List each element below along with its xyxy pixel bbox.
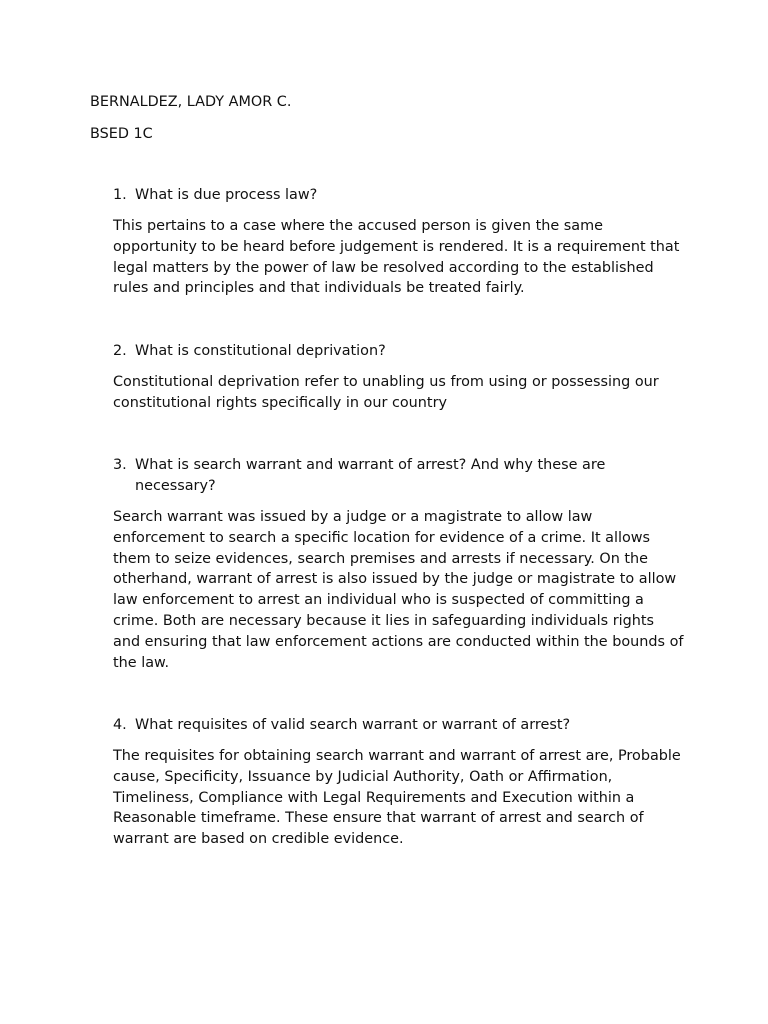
answer-text: Search warrant was issued by a judge or a magistrate to allow law enforcement to search a specific location for evidence of a crime. It allows them to seize evidences, search premises and arrests if necessary. On the otherhand, warrant of arrest is also issued by the judge or magistrate to allow law enforcement to arrest an individual who is suspected of committing a crime. Both are necessary because it lies in safeguarding individuals rights and ensuring that law enforcement actions are conducted within the bounds of the law.	[113, 509, 684, 671]
question	[113, 341, 693, 362]
answer-text: This pertains to a case where the accused person is given the same opportunity to be heard before judgement is rendered. It is a requirement that legal matters by the power of law be resolved according to the established rules and principles and that individuals be treated fairly.	[113, 218, 680, 297]
question-text: What is constitutional deprivation?	[135, 343, 386, 359]
question	[113, 185, 693, 206]
answer-text: Constitutional deprivation refer to unabling us from using or possessing our constitutional rights specifically in our country	[113, 374, 659, 411]
question-text: What is search warrant and warrant of arrest? And why these are necessary?	[135, 457, 606, 494]
question-number: 2.	[113, 343, 127, 359]
qa-item-1	[113, 185, 693, 299]
answer-text: The requisites for obtaining search warrant and warrant of arrest are, Probable cause, Specificity, Issuance by Judicial Authority, Oath or Affirmation, Timeliness, Compliance with Legal Requirements and Execution within a Reasonable timeframe. These ensure that warrant of arrest and search of warrant are based on credible evidence.	[113, 748, 681, 848]
question-text: What is due process law?	[135, 187, 318, 203]
qa-item-4	[113, 715, 693, 850]
question	[113, 715, 693, 736]
qa-item-3	[113, 455, 693, 673]
student-name: BERNALDEZ, LADY AMOR C.	[90, 94, 292, 110]
question-number: 3.	[113, 457, 127, 473]
question-number: 4.	[113, 717, 127, 733]
question-number: 1.	[113, 187, 127, 203]
qa-item-2	[113, 341, 693, 414]
student-section: BSED 1C	[90, 126, 153, 142]
question-text: What requisites of valid search warrant or warrant of arrest?	[135, 717, 571, 733]
question	[113, 455, 693, 497]
